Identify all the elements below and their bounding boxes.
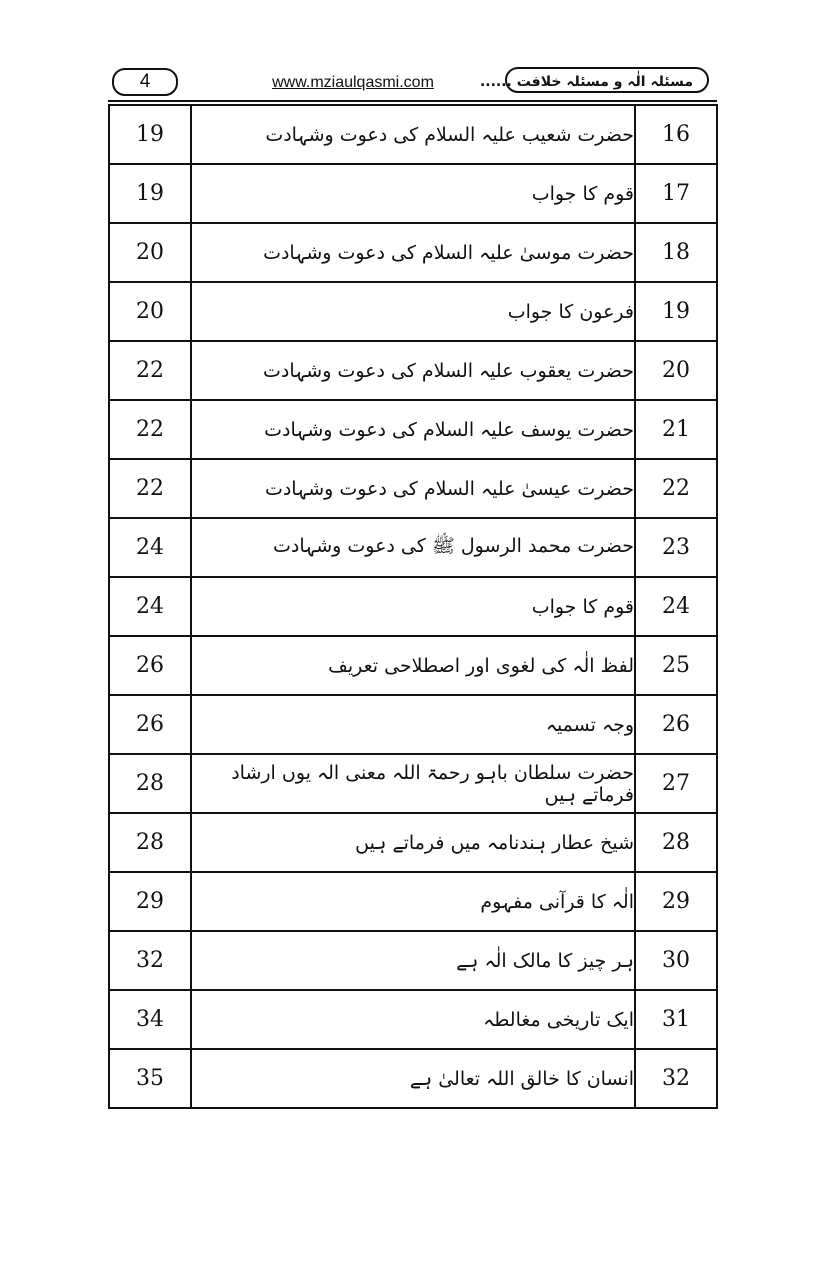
serial-cell: 30 bbox=[635, 931, 717, 990]
title-cell: الٰہ کا قرآنی مفہوم bbox=[191, 872, 635, 931]
table-row bbox=[109, 223, 717, 282]
title-cell: حضرت یوسف علیہ السلام کی دعوت وشہادت bbox=[191, 400, 635, 459]
serial-cell: 23 bbox=[635, 518, 717, 577]
table-row bbox=[109, 577, 717, 636]
title-cell: انسان کا خالق اللہ تعالیٰ ہے bbox=[191, 1049, 635, 1108]
serial-cell: 17 bbox=[635, 164, 717, 223]
page-header bbox=[0, 0, 825, 100]
title-cell: لفظ الٰہ کی لغوی اور اصطلاحی تعریف bbox=[191, 636, 635, 695]
page-cell: 26 bbox=[109, 695, 191, 754]
title-cell: حضرت شعیب علیہ السلام کی دعوت وشہادت bbox=[191, 105, 635, 164]
header-rule bbox=[108, 100, 717, 102]
serial-cell: 20 bbox=[635, 341, 717, 400]
page-cell: 29 bbox=[109, 872, 191, 931]
page-cell: 28 bbox=[109, 754, 191, 813]
table-row bbox=[109, 341, 717, 400]
page-cell: 20 bbox=[109, 223, 191, 282]
serial-cell: 32 bbox=[635, 1049, 717, 1108]
title-cell: قوم کا جواب bbox=[191, 577, 635, 636]
page-cell: 19 bbox=[109, 164, 191, 223]
table-row bbox=[109, 813, 717, 872]
serial-cell: 31 bbox=[635, 990, 717, 1049]
page-cell: 20 bbox=[109, 282, 191, 341]
title-cell: فرعون کا جواب bbox=[191, 282, 635, 341]
page-cell: 34 bbox=[109, 990, 191, 1049]
title-cell: وجہ تسمیہ bbox=[191, 695, 635, 754]
page-cell: 19 bbox=[109, 105, 191, 164]
page-cell: 22 bbox=[109, 341, 191, 400]
page-cell: 24 bbox=[109, 518, 191, 577]
table-row bbox=[109, 459, 717, 518]
table-row bbox=[109, 518, 717, 577]
page-cell: 28 bbox=[109, 813, 191, 872]
table-row bbox=[109, 754, 717, 813]
title-cell: حضرت عیسیٰ علیہ السلام کی دعوت وشہادت bbox=[191, 459, 635, 518]
page-number: 4 bbox=[112, 68, 178, 96]
serial-cell: 22 bbox=[635, 459, 717, 518]
table-row bbox=[109, 400, 717, 459]
page-cell: 24 bbox=[109, 577, 191, 636]
table-row bbox=[109, 931, 717, 990]
title-cell: حضرت یعقوب علیہ السلام کی دعوت وشہادت bbox=[191, 341, 635, 400]
serial-cell: 29 bbox=[635, 872, 717, 931]
title-cell: شیخ عطار ہندنامہ میں فرماتے ہیں bbox=[191, 813, 635, 872]
serial-cell: 21 bbox=[635, 400, 717, 459]
serial-cell: 25 bbox=[635, 636, 717, 695]
serial-cell: 24 bbox=[635, 577, 717, 636]
title-cell: حضرت موسیٰ علیہ السلام کی دعوت وشہادت bbox=[191, 223, 635, 282]
table-row bbox=[109, 990, 717, 1049]
table-row bbox=[109, 282, 717, 341]
table-row bbox=[109, 872, 717, 931]
title-cell: قوم کا جواب bbox=[191, 164, 635, 223]
table-row bbox=[109, 105, 717, 164]
page-cell: 22 bbox=[109, 400, 191, 459]
serial-cell: 28 bbox=[635, 813, 717, 872]
serial-cell: 26 bbox=[635, 695, 717, 754]
table-row bbox=[109, 695, 717, 754]
table-row bbox=[109, 636, 717, 695]
table-row bbox=[109, 1049, 717, 1108]
serial-cell: 18 bbox=[635, 223, 717, 282]
page-cell: 22 bbox=[109, 459, 191, 518]
serial-cell: 16 bbox=[635, 105, 717, 164]
page-cell: 35 bbox=[109, 1049, 191, 1108]
website-link[interactable]: www.mziaulqasmi.com bbox=[272, 74, 434, 91]
page-cell: 26 bbox=[109, 636, 191, 695]
book-title: مسئلہ الٰہ و مسئلہ خلافت ...... bbox=[505, 67, 709, 93]
title-cell: ہر چیز کا مالک الٰہ ہے bbox=[191, 931, 635, 990]
title-cell: حضرت محمد الرسول ﷺ کی دعوت وشہادت bbox=[191, 518, 635, 577]
serial-cell: 19 bbox=[635, 282, 717, 341]
page-cell: 32 bbox=[109, 931, 191, 990]
table-row bbox=[109, 164, 717, 223]
title-cell: حضرت سلطان باہو رحمۃ اللہ معنی الہ یوں ارشاد فرماتے ہیں bbox=[191, 754, 635, 813]
title-cell: ایک تاریخی مغالطہ bbox=[191, 990, 635, 1049]
contents-table bbox=[108, 104, 718, 1109]
serial-cell: 27 bbox=[635, 754, 717, 813]
